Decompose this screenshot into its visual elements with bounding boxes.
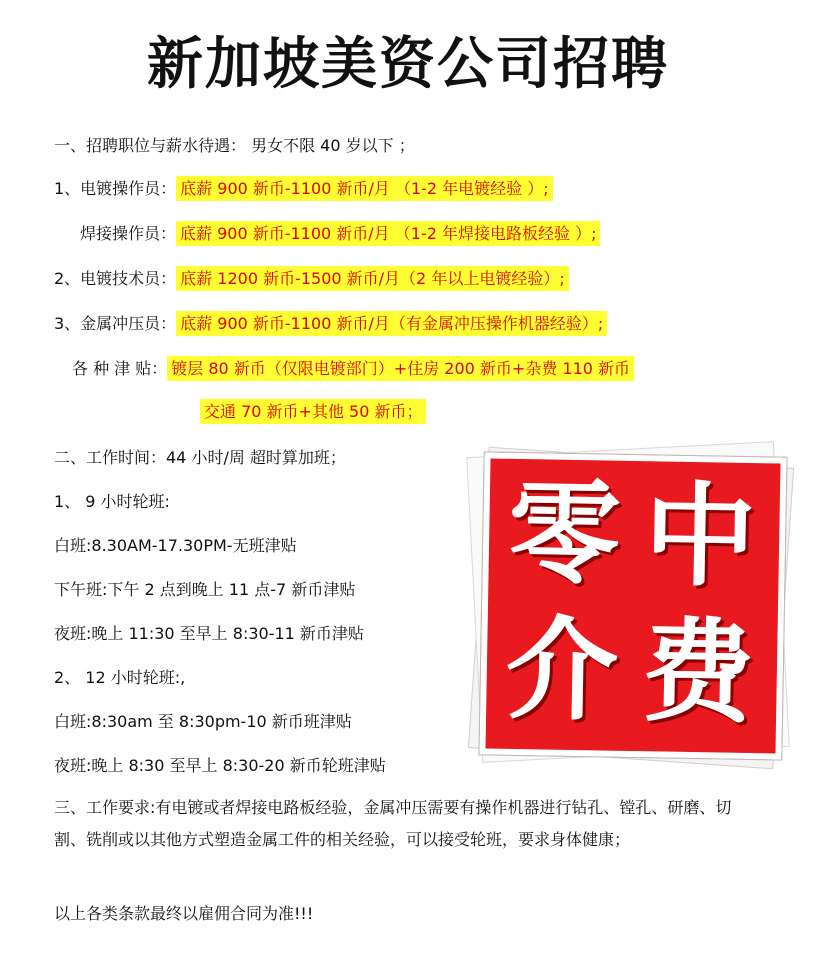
page-title: 新加坡美资公司招聘 (147, 32, 669, 97)
shift12-title: 2、 12 小时轮班:, (54, 668, 186, 687)
allowance-detail-2: 交通 70 新币+其他 50 新币； (200, 399, 426, 424)
stamp-char-2: 中 (643, 470, 758, 604)
stamp-char-3: 介 (504, 603, 620, 737)
shift9-night: 夜班:晚上 11:30 至早上 8:30-11 新币津贴 (54, 624, 364, 643)
job-detail: 底薪 900 新币-1100 新币/月 （1-2 年焊接电路板经验 ）; (176, 221, 600, 246)
stamp-red-square (479, 452, 786, 759)
job-row-welding-operator (80, 222, 600, 246)
allowance-label: 各 种 津 贴： (72, 359, 168, 378)
allowance-detail: 镀层 80 新币（仅限电镀部门）+住房 200 新币+杂费 110 新币 (167, 356, 634, 381)
section3-requirements: 三、工作要求:有电镀或者焊接电路板经验，金属冲压需要有操作机器进行钻孔、镗孔、研磨、切割、铣削或以其他方式塑造金属工件的相关经验，可以接受轮班，要求身体健康； (54, 798, 732, 849)
job-row-electroplating-operator (54, 177, 553, 201)
section1-heading: 一、招聘职位与薪水待遇： 男女不限 40 岁以下 ； (54, 136, 415, 155)
allowance-row (72, 357, 634, 381)
job-label: 1、电镀操作员： (54, 179, 177, 198)
job-row-metal-stamping (54, 312, 607, 336)
job-detail: 底薪 1200 新币-1500 新币/月（2 年以上电镀经验）; (176, 266, 569, 291)
shift9-title: 1、 9 小时轮班: (54, 492, 170, 511)
shift12-day: 白班:8:30am 至 8:30pm-10 新币班津贴 (54, 712, 352, 731)
job-detail: 底薪 900 新币-1100 新币/月（有金属冲压操作机器经验）; (176, 311, 607, 336)
job-label: 2、电镀技术员： (54, 269, 177, 288)
job-row-electroplating-technician (54, 267, 569, 291)
job-detail: 底薪 900 新币-1100 新币/月 （1-2 年电镀经验 ）; (176, 176, 552, 201)
allowance-row-2 (200, 400, 426, 424)
zero-fee-stamp (470, 445, 800, 775)
footer-note: 以上各类条款最终以雇佣合同为准!!! (54, 904, 314, 923)
job-label: 焊接操作员： (80, 224, 177, 243)
shift9-day: 白班:8.30AM-17.30PM-无班津贴 (54, 536, 297, 555)
shift12-night: 夜班:晚上 8:30 至早上 8:30-20 新币轮班津贴 (54, 756, 386, 775)
shift9-afternoon: 下午班:下午 2 点到晚上 11 点-7 新币津贴 (54, 580, 356, 599)
job-label: 3、金属冲压员： (54, 314, 177, 333)
section2-heading: 二、工作时间：44 小时/周 超时算加班； (54, 448, 346, 467)
stamp-char-4: 费 (640, 606, 755, 740)
stamp-char-1: 零 (507, 467, 622, 601)
